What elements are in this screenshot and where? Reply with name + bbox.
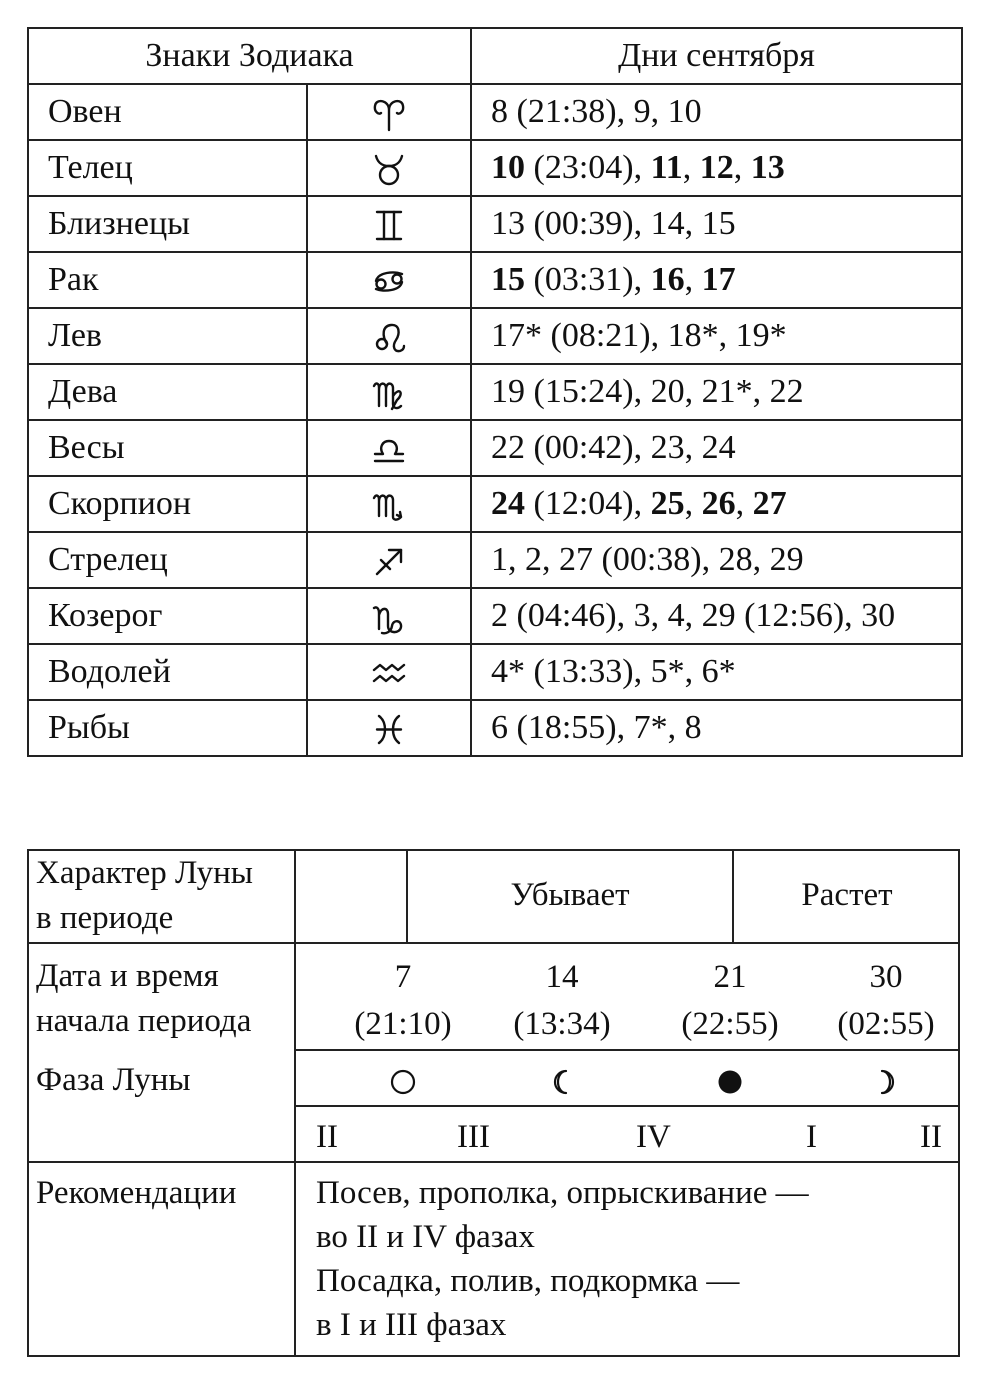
zodiac-sign-name: Скорпион [28,476,307,532]
zodiac-days [471,252,962,308]
phase-number: II [920,1119,942,1155]
zodiac-symbol-cell [307,364,471,420]
day-text: (23:04), [525,149,651,186]
period-date: 21 [713,959,747,995]
zodiac-symbol-cell [307,308,471,364]
zodiac-sign-name: Весы [28,420,307,476]
zodiac-row [28,308,962,364]
zodiac-symbol-cell [307,420,471,476]
day-bold: 26 [701,485,736,522]
zodiac-sign-name: Стрелец [28,532,307,588]
zodiac-days [471,364,962,420]
day-text: (03:31), [525,261,651,298]
day-text: 13 (00:39), 14, 15 [491,205,736,242]
zodiac-sign-name: Лев [28,308,307,364]
new-moon-icon [714,1066,746,1098]
zodiac-sign-name: Водолей [28,644,307,700]
period-date: 14 [545,959,579,995]
recommendation-line: во II и IV фазах [316,1219,535,1255]
recommendation-line: в I и III фазах [316,1307,507,1343]
zodiac-row [28,644,962,700]
moon-character-label-line-2: в периоде [36,900,174,936]
day-text: , [684,261,702,298]
pisces-icon [370,710,408,748]
period-start [492,954,632,1048]
period-start [816,954,956,1048]
moon-phase-cell [492,1066,632,1102]
zodiac-row [28,532,962,588]
sagittarius-icon [370,542,408,580]
phase-number: III [457,1119,490,1155]
zodiac-symbol-cell [307,252,471,308]
gemini-icon [370,206,408,244]
zodiac-days [471,532,962,588]
day-bold: 25 [650,485,685,522]
zodiac-days [471,420,962,476]
day-text: 4* (13:33), 5*, 6* [491,653,736,690]
moon-phase-cell [816,1066,956,1102]
waning-label: Убывает [510,877,630,913]
period-start-label [36,954,251,1044]
day-text: , [735,485,753,522]
zodiac-body [28,84,962,756]
taurus-icon [370,150,408,188]
period-start [333,954,473,1048]
zodiac-days [471,644,962,700]
day-text: 2 (04:46), 3, 4, 29 (12:56), 30 [491,597,896,634]
zodiac-table [27,27,963,757]
capricorn-icon [370,598,408,636]
zodiac-symbol-cell [307,700,471,756]
recommendations-text [316,1171,809,1347]
period-date: 30 [869,959,903,995]
zodiac-sign-name: Телец [28,140,307,196]
day-bold: 15 [491,261,525,298]
phase-number: II [316,1119,338,1155]
zodiac-symbol-cell [307,476,471,532]
day-text: 19 (15:24), 20, 21*, 22 [491,373,804,410]
period-start-label-line-1: Дата и время [36,958,219,994]
period-start-label-line-2: начала периода [36,1003,252,1039]
zodiac-sign-name: Овен [28,84,307,140]
zodiac-symbol-cell [307,532,471,588]
moon-phase-label: Фаза Луны [36,1062,191,1098]
period-time: (22:55) [681,1006,779,1042]
zodiac-days [471,476,962,532]
zodiac-header-row [28,28,962,84]
period-time: (13:34) [513,1006,611,1042]
day-text: 17* (08:21), 18*, 19* [491,317,787,354]
zodiac-symbol-cell [307,644,471,700]
zodiac-symbol-cell [307,588,471,644]
zodiac-sign-name: Рак [28,252,307,308]
moon-character-label [36,851,253,941]
leo-icon [370,318,408,356]
recommendations-label: Рекомендации [36,1175,237,1211]
period-date: 7 [394,959,412,995]
day-text: 6 (18:55), 7*, 8 [491,709,702,746]
aries-icon [370,94,408,132]
moon-phase-cell [660,1066,800,1102]
period-start [660,954,800,1048]
day-text: 22 (00:42), 23, 24 [491,429,736,466]
zodiac-sign-name: Козерог [28,588,307,644]
moon-table [27,849,960,1357]
phase-number: I [806,1119,817,1155]
last-quarter-moon-icon [546,1066,578,1098]
day-text: 10 [667,93,702,130]
zodiac-row [28,84,962,140]
period-time: (02:55) [837,1006,935,1042]
table-divider [294,849,296,1357]
zodiac-days [471,588,962,644]
zodiac-days [471,308,962,364]
day-text: , [682,149,700,186]
zodiac-signs-header: Знаки Зодиака [28,28,471,84]
moon-phase-cell [333,1066,473,1102]
zodiac-days [471,84,962,140]
zodiac-row [28,364,962,420]
day-text: 9 [633,93,651,130]
zodiac-days [471,140,962,196]
day-text: , [684,485,702,522]
table-divider [27,942,960,944]
day-bold: 12 [699,149,734,186]
day-text: , [733,149,751,186]
cancer-icon [370,262,408,300]
zodiac-row [28,420,962,476]
recommendation-line: Посев, прополка, опрыскивание — [316,1175,809,1211]
day-bold: 16 [650,261,685,298]
scorpio-icon [370,486,408,524]
day-bold: 24 [491,485,525,522]
table-divider [295,1105,960,1107]
zodiac-days [471,196,962,252]
moon-character-label-line-1: Характер Луны [36,855,253,891]
day-bold: 11 [650,149,683,186]
zodiac-symbol-cell [307,196,471,252]
zodiac-sign-name: Близнецы [28,196,307,252]
table-divider [27,1161,960,1163]
day-text: 8 [491,93,508,130]
zodiac-row [28,700,962,756]
day-bold: 13 [750,149,785,186]
zodiac-symbol-cell [307,140,471,196]
zodiac-sign-name: Рыбы [28,700,307,756]
aquarius-icon [370,654,408,692]
libra-icon [370,430,408,468]
zodiac-row [28,196,962,252]
zodiac-row [28,588,962,644]
period-time: (21:10) [354,1006,452,1042]
day-bold: 27 [752,485,787,522]
september-days-header: Дни сентября [471,28,962,84]
day-bold: 10 [491,149,525,186]
day-text: 1, 2, 27 (00:38), 28, 29 [491,541,804,578]
day-text: (12:04), [525,485,651,522]
zodiac-row [28,140,962,196]
zodiac-row [28,252,962,308]
zodiac-row [28,476,962,532]
zodiac-days [471,700,962,756]
zodiac-symbol-cell [307,84,471,140]
waxing-label: Растет [801,877,893,913]
recommendation-line: Посадка, полив, подкормка — [316,1263,740,1299]
zodiac-sign-name: Дева [28,364,307,420]
day-bold: 17 [701,261,736,298]
table-divider [295,1049,960,1051]
phase-number: IV [636,1119,671,1155]
full-moon-icon [387,1066,419,1098]
first-quarter-moon-icon [870,1066,902,1098]
virgo-icon [370,374,408,412]
day-text: , [650,93,668,130]
day-text: (21:38), [508,93,634,130]
